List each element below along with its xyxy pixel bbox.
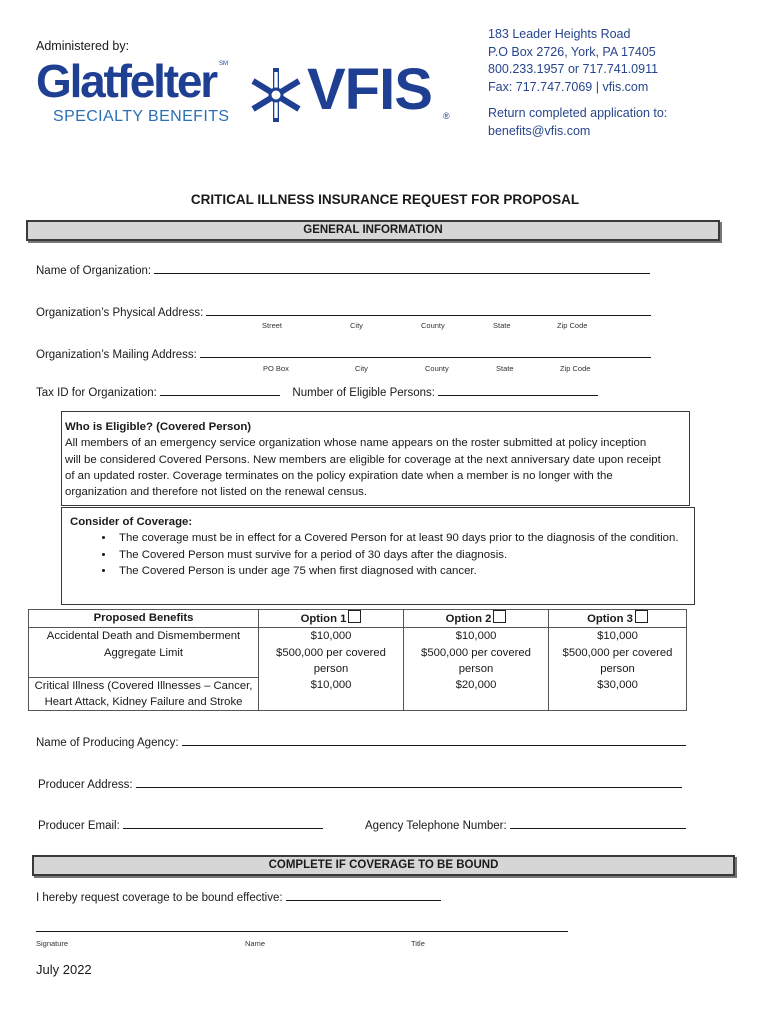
eligibility-line: will be considered Covered Persons. New members are eligible for coverage at the next anniversary date upon receipt	[65, 453, 661, 466]
option-2-header	[404, 610, 549, 628]
benefits-header-row	[29, 610, 687, 628]
producer-email-label: Producer Email:	[38, 820, 120, 832]
option-2-values	[404, 628, 549, 711]
option-3-agg: $500,000 per covered person	[562, 646, 673, 675]
org-name-row	[36, 263, 650, 277]
coverage-list	[70, 530, 694, 579]
option-1-header	[259, 610, 404, 628]
physical-sub-city: City	[350, 321, 363, 330]
physical-address-label: Organization’s Physical Address:	[36, 307, 204, 319]
signature-line[interactable]	[36, 931, 568, 932]
administered-by-label: Administered by:	[36, 39, 130, 53]
eligibility-line: of an updated roster. Coverage terminates on the policy expiration date when a member is no longer with the	[65, 469, 613, 482]
org-name-label: Name of Organization:	[36, 265, 152, 277]
option-3-ci: $30,000	[597, 679, 638, 692]
mailing-sub-zip: Zip Code	[560, 364, 591, 373]
option-1-ci: $10,000	[310, 679, 352, 692]
signature-label: Signature	[36, 939, 69, 948]
option-3-checkbox[interactable]	[635, 610, 648, 623]
option-2-ad: $10,000	[455, 630, 497, 643]
agency-phone-field[interactable]	[510, 818, 686, 829]
tax-id-label: Tax ID for Organization:	[36, 387, 157, 399]
coverage-bullet: • The Covered Person must survive for a period of 30 days after the diagnosis.	[115, 547, 694, 563]
bind-request-label: I hereby request coverage to be bound effective:	[36, 892, 283, 904]
return-email[interactable]: benefits@vfis.com	[488, 123, 591, 138]
ad-label: Accidental Death and Dismemberment	[46, 630, 241, 643]
mailing-address-row	[36, 347, 651, 361]
option-1-ad: $10,000	[310, 630, 352, 643]
option-2-label: Option 2	[445, 613, 492, 625]
option-2-agg: $500,000 per covered person	[421, 646, 531, 675]
physical-sub-zip: Zip Code	[557, 321, 588, 330]
address-line-2: P.O Box 2726, York, PA 17405	[488, 44, 656, 59]
physical-address-row	[36, 305, 651, 319]
org-name-field[interactable]	[154, 263, 650, 274]
eligible-persons-field[interactable]	[438, 385, 598, 396]
option-1-label: Option 1	[300, 613, 347, 625]
address-line-1: 183 Leader Heights Road	[488, 27, 631, 41]
agency-name-label: Name of Producing Agency:	[36, 737, 179, 749]
physical-sub-state: State	[493, 321, 511, 330]
producer-email-row	[38, 818, 323, 832]
physical-address-field[interactable]	[206, 305, 651, 316]
agency-name-field[interactable]	[182, 735, 686, 746]
name-label: Name	[245, 939, 266, 948]
agency-name-row	[36, 735, 686, 749]
vfis-registered-mark: ®	[443, 111, 450, 121]
mailing-sub-county: County	[425, 364, 449, 373]
option-1-values	[259, 628, 404, 711]
bind-request-row	[36, 890, 441, 904]
tax-id-field[interactable]	[160, 385, 280, 396]
form-title: CRITICAL ILLNESS INSURANCE REQUEST FOR PROPOSAL	[190, 192, 580, 207]
eligibility-box	[61, 411, 690, 506]
glatfelter-logo: Glatfelter	[36, 55, 216, 107]
option-2-checkbox[interactable]	[493, 610, 506, 623]
agency-phone-row	[365, 818, 686, 832]
agency-phone-label: Agency Telephone Number:	[365, 820, 507, 832]
mailing-sub-state: State	[496, 364, 514, 373]
mailing-address-label: Organization’s Mailing Address:	[36, 349, 197, 361]
ci-label: Critical Illness (Covered Illnesses – Cancer, Heart Attack, Kidney Failure and Stroke	[29, 677, 258, 711]
producer-email-field[interactable]	[123, 818, 323, 829]
eligibility-heading: Who is Eligible? (Covered Person)	[65, 421, 252, 433]
glatfelter-subtitle: SPECIALTY BENEFITS	[53, 108, 230, 125]
eligibility-line: organization and therefore not listed on the renewal census.	[65, 486, 368, 499]
producer-address-label: Producer Address:	[38, 779, 133, 791]
bind-coverage-heading: COMPLETE IF COVERAGE TO BE BOUND	[32, 855, 735, 876]
option-1-agg: $500,000 per covered person	[276, 646, 386, 675]
proposed-benefits-header: Proposed Benefits	[29, 610, 259, 628]
tax-id-row	[36, 385, 598, 399]
coverage-box	[61, 507, 695, 605]
benefits-table	[28, 609, 687, 711]
physical-sub-county: County	[421, 321, 445, 330]
mailing-sub-pobox: PO Box	[263, 364, 289, 373]
agg-label: Aggregate Limit	[103, 646, 184, 659]
option-3-values	[549, 628, 687, 711]
benefit-labels-cell	[29, 628, 259, 711]
mailing-address-field[interactable]	[200, 347, 651, 358]
general-information-heading: GENERAL INFORMATION	[26, 220, 720, 241]
option-3-header	[549, 610, 687, 628]
fax-line: Fax: 717.747.7069 | vfis.com	[488, 79, 649, 94]
phone-line: 800.233.1957 or 717.741.0911	[488, 62, 659, 76]
benefits-row	[29, 628, 687, 711]
option-2-ci: $20,000	[455, 679, 497, 692]
option-3-ad: $10,000	[597, 630, 638, 643]
producer-address-row	[38, 777, 682, 791]
mailing-sub-city: City	[355, 364, 368, 373]
producer-address-field[interactable]	[136, 777, 682, 788]
title-label: Title	[411, 939, 425, 948]
coverage-heading: Consider of Coverage:	[70, 516, 193, 528]
coverage-bullet: • The Covered Person is under age 75 when first diagnosed with cancer.	[115, 563, 694, 579]
glatfelter-sm-mark: SM	[219, 61, 228, 67]
form-date: July 2022	[36, 962, 92, 977]
eligibility-line: All members of an emergency service organization whose name appears on the roster submitted at policy inception	[65, 437, 647, 450]
physical-sub-street: Street	[262, 321, 283, 330]
option-1-checkbox[interactable]	[348, 610, 361, 623]
coverage-bullet: • The coverage must be in effect for a Covered Person for at least 90 days prior to the diagnosis of the condition.	[115, 530, 694, 546]
vfis-star-of-life-icon	[246, 64, 306, 126]
return-line-1: Return completed application to:	[488, 106, 668, 120]
vfis-logo-text: VFIS	[307, 57, 432, 122]
eligible-persons-label: Number of Eligible Persons:	[292, 387, 435, 399]
contact-block	[488, 26, 667, 140]
bind-date-field[interactable]	[286, 890, 441, 901]
option-3-label: Option 3	[587, 613, 633, 625]
